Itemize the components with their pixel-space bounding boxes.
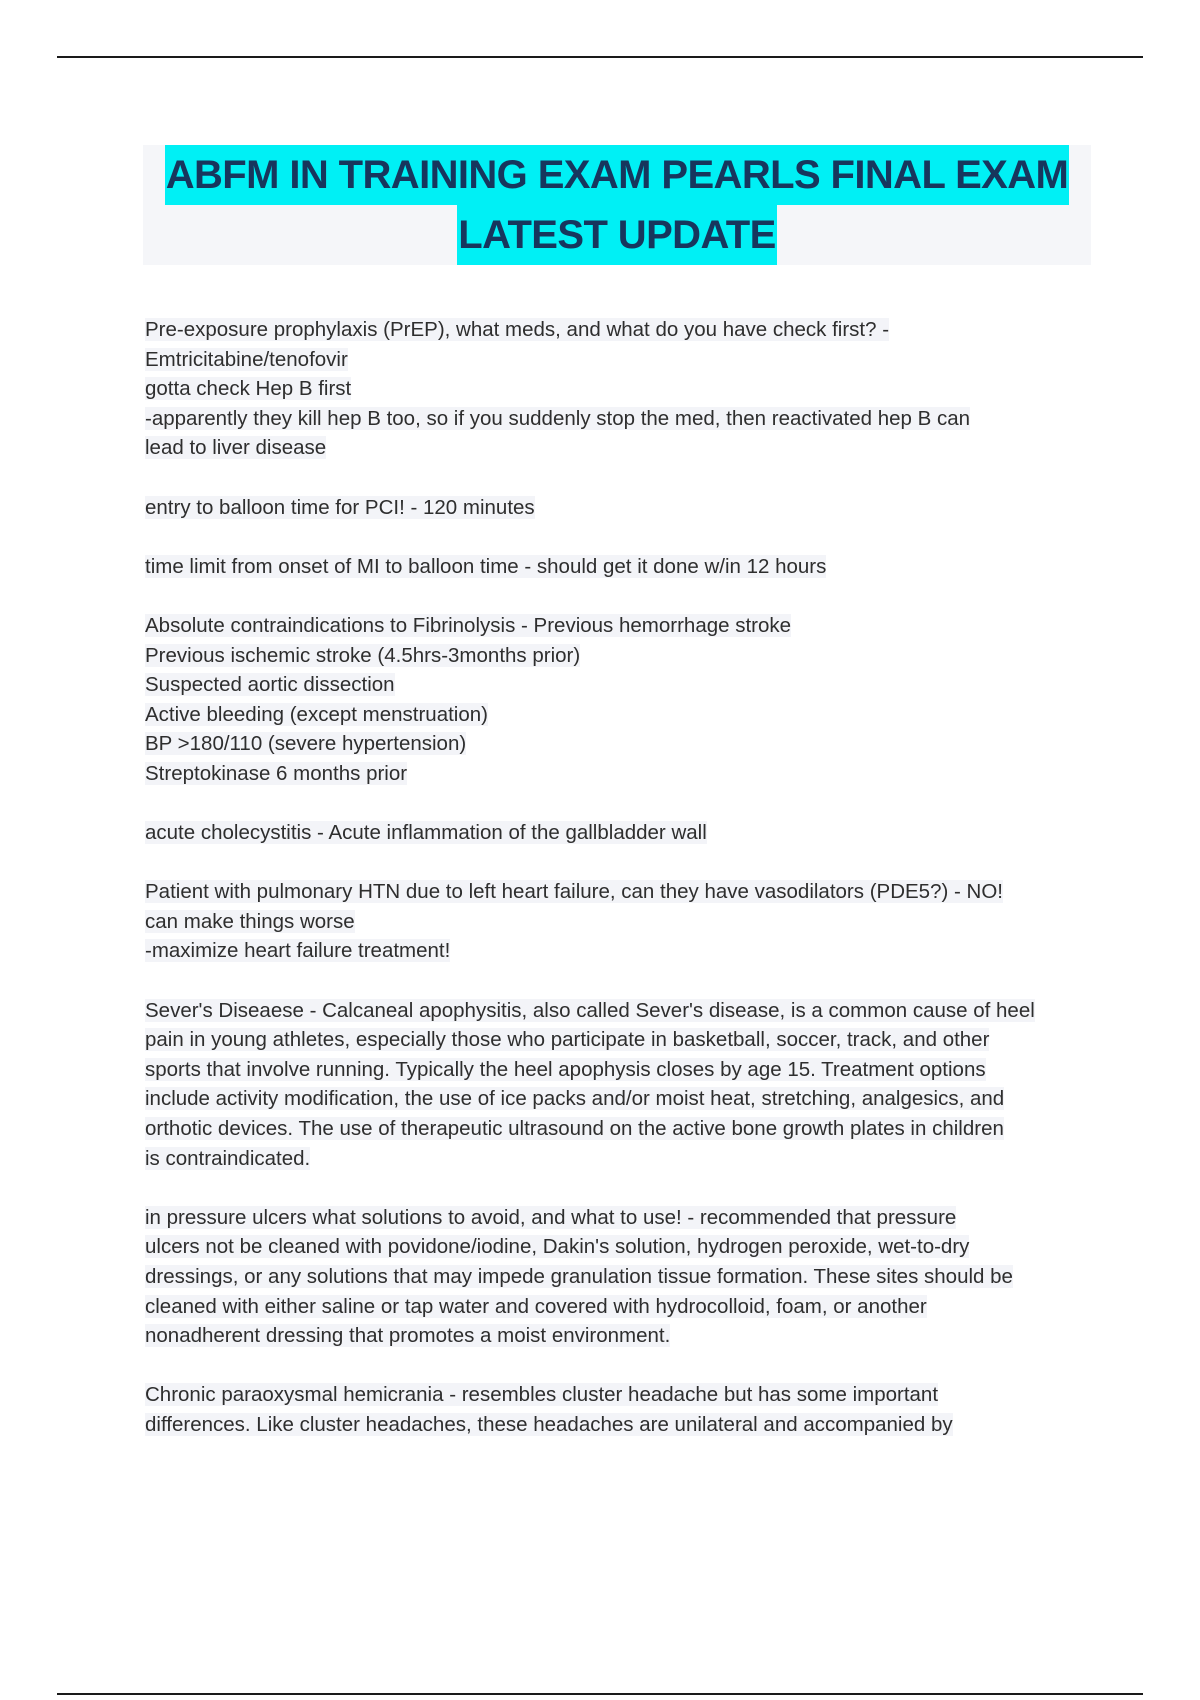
- pearl-line: [145, 315, 1095, 345]
- pearl-line: [145, 1203, 1095, 1233]
- pearl-line: [145, 996, 1095, 1026]
- pearl-line: [145, 374, 1095, 404]
- pearl-line: [145, 1321, 1095, 1351]
- footer-rule: [57, 1693, 1143, 1695]
- pearl-entry: [145, 315, 1095, 463]
- pearl-line-text: pain in young athletes, especially those who participate in basketball, soccer, track, and other: [145, 1028, 990, 1052]
- pearl-line-text: Active bleeding (except menstruation): [145, 702, 488, 726]
- pearl-line: [145, 611, 1095, 641]
- pearl-line: [145, 729, 1095, 759]
- pearl-line: [145, 907, 1095, 937]
- pearl-line-text: in pressure ulcers what solutions to avoid, and what to use! - recommended that pressure: [145, 1205, 957, 1229]
- pearl-line-text: Patient with pulmonary HTN due to left heart failure, can they have vasodilators (PDE5?) - NO!: [145, 880, 1003, 904]
- pearl-line: [145, 1232, 1095, 1262]
- pearl-entry: [145, 552, 1095, 582]
- pearl-line-text: BP >180/110 (severe hypertension): [145, 732, 467, 756]
- pearl-line-text: Absolute contraindications to Fibrinolysis - Previous hemorrhage stroke: [145, 613, 792, 637]
- pearl-line: [145, 1262, 1095, 1292]
- pearl-entry: [145, 818, 1095, 848]
- pearl-line: [145, 936, 1095, 966]
- pearl-line: [145, 700, 1095, 730]
- document-body: [145, 315, 1095, 1469]
- pearl-line-text: lead to liver disease: [145, 436, 327, 460]
- pearl-line: [145, 1292, 1095, 1322]
- pearl-line-text: Pre-exposure prophylaxis (PrEP), what meds, and what do you have check first? -: [145, 318, 890, 341]
- pearl-line-text: Previous ischemic stroke (4.5hrs-3months prior): [145, 643, 581, 667]
- pearl-line-text: Chronic paraoxysmal hemicrania - resembles cluster headache but has some important: [145, 1383, 939, 1407]
- pearl-entry: [145, 493, 1095, 523]
- pearl-entry: [145, 1203, 1095, 1351]
- pearl-line-text: entry to balloon time for PCI! - 120 minutes: [145, 495, 535, 519]
- pearl-entry: [145, 996, 1095, 1174]
- pearl-line: [145, 1144, 1095, 1174]
- pearl-line-text: differences. Like cluster headaches, these headaches are unilateral and accompanied by: [145, 1412, 953, 1436]
- pearl-line-text: Sever's Diseaese - Calcaneal apophysitis, also called Sever's disease, is a common cause of heel: [145, 998, 1035, 1022]
- pearl-line-text: Emtricitabine/tenofovir: [145, 347, 348, 371]
- pearl-line-text: ulcers not be cleaned with povidone/iodine, Dakin's solution, hydrogen peroxide, wet-to-dry: [145, 1235, 970, 1259]
- pearl-line-text: include activity modification, the use of ice packs and/or moist heat, stretching, analgesics, and: [145, 1087, 1005, 1111]
- pearl-line: [145, 670, 1095, 700]
- title-text-2: LATEST UPDATE: [457, 205, 776, 265]
- pearl-line-text: Streptokinase 6 months prior: [145, 761, 408, 785]
- document-title: [143, 145, 1091, 265]
- pearl-line: [145, 1114, 1095, 1144]
- pearl-line: [145, 759, 1095, 789]
- title-line-1: [143, 145, 1091, 205]
- pearl-line: [145, 493, 1095, 523]
- pearl-line: [145, 1410, 1095, 1440]
- pearl-line: [145, 433, 1095, 463]
- pearl-entry: [145, 611, 1095, 789]
- pearl-line: [145, 552, 1095, 582]
- pearl-line: [145, 404, 1095, 434]
- pearl-line-text: gotta check Hep B first: [145, 377, 352, 401]
- pearl-line-text: acute cholecystitis - Acute inflammation of the gallbladder wall: [145, 821, 707, 845]
- pearl-line-text: sports that involve running. Typically the heel apophysis closes by age 15. Treatment options: [145, 1057, 986, 1081]
- pearl-entry: [145, 877, 1095, 966]
- pearl-line-text: orthotic devices. The use of therapeutic ultrasound on the active bone growth plates in children: [145, 1117, 1004, 1141]
- title-text-1: ABFM IN TRAINING EXAM PEARLS FINAL EXAM: [165, 145, 1070, 205]
- pearl-line-text: nonadherent dressing that promotes a moist environment.: [145, 1324, 671, 1348]
- pearl-line: [145, 1084, 1095, 1114]
- pearl-line: [145, 818, 1095, 848]
- header-rule: [57, 56, 1143, 58]
- pearl-line-text: -maximize heart failure treatment!: [145, 939, 451, 963]
- pearl-line: [145, 345, 1095, 375]
- pearl-line-text: is contraindicated.: [145, 1146, 311, 1170]
- pearl-line: [145, 1025, 1095, 1055]
- pearl-entry: [145, 1380, 1095, 1439]
- pearl-line: [145, 1055, 1095, 1085]
- pearl-line-text: can make things worse: [145, 909, 355, 933]
- pearl-line-text: cleaned with either saline or tap water and covered with hydrocolloid, foam, or another: [145, 1294, 927, 1318]
- pearl-line-text: time limit from onset of MI to balloon time - should get it done w/in 12 hours: [145, 554, 827, 578]
- pearl-line: [145, 877, 1095, 907]
- pearl-line: [145, 1380, 1095, 1410]
- title-line-2: [143, 205, 1091, 265]
- pearl-line-text: dressings, or any solutions that may impede granulation tissue formation. These sites should be: [145, 1265, 1013, 1288]
- pearl-line-text: Suspected aortic dissection: [145, 673, 395, 697]
- pearl-line: [145, 641, 1095, 671]
- pearl-line-text: -apparently they kill hep B too, so if you suddenly stop the med, then reactivated hep B can: [145, 406, 971, 430]
